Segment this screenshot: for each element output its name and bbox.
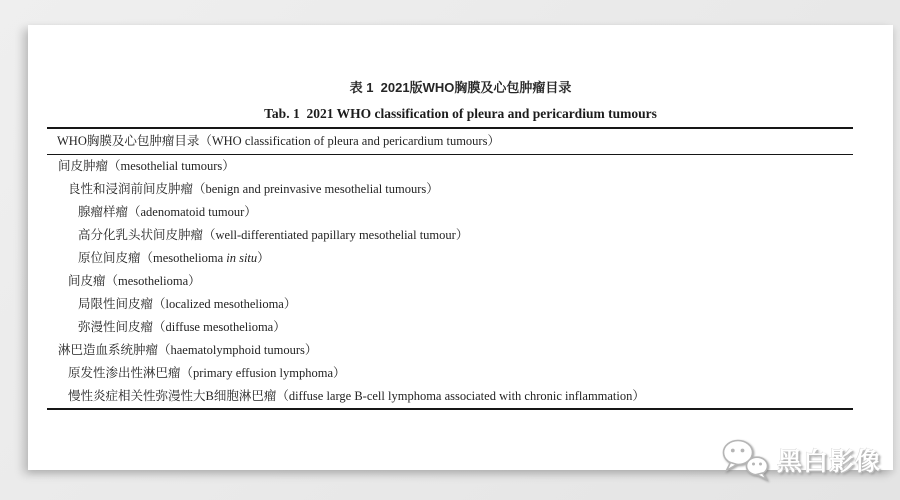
classification-table bbox=[47, 127, 853, 410]
table-row: 间皮瘤（mesothelioma） bbox=[68, 274, 201, 288]
table-row: 弥漫性间皮瘤（diffuse mesothelioma） bbox=[78, 320, 286, 334]
table-row: 间皮肿瘤（mesothelial tumours） bbox=[58, 159, 235, 173]
table-row: 局限性间皮瘤（localized mesothelioma） bbox=[78, 297, 297, 311]
table-caption-zh: 表 1 2021版WHO胸膜及心包肿瘤目录 bbox=[349, 80, 572, 95]
wechat-icon bbox=[720, 437, 772, 483]
table-row: 原发性渗出性淋巴瘤（primary effusion lymphoma） bbox=[68, 366, 346, 380]
table-body bbox=[47, 155, 853, 408]
table-row: 高分化乳头状间皮肿瘤（well-differentiated papillary mesothelial tumour） bbox=[78, 228, 469, 242]
table-header-row: WHO胸膜及心包肿瘤目录（WHO classification of pleura and pericardium tumours） bbox=[47, 129, 853, 155]
table-caption-en: Tab. 1 2021 WHO classification of pleura and pericardium tumours bbox=[264, 106, 657, 121]
table-row: 慢性炎症相关性弥漫性大B细胞淋巴瘤（diffuse large B-cell lymphoma associated with chronic inflammation） bbox=[68, 389, 645, 403]
watermark bbox=[720, 436, 881, 484]
table-row: 腺瘤样瘤（adenomatoid tumour） bbox=[78, 205, 257, 219]
document-page bbox=[28, 25, 893, 470]
table-row: 原位间皮瘤（mesothelioma in situ） bbox=[78, 251, 270, 265]
table-row: 良性和浸润前间皮肿瘤（benign and preinvasive mesothelial tumours） bbox=[68, 182, 439, 196]
watermark-text: 黑白影像 bbox=[777, 448, 882, 476]
table-row: 淋巴造血系统肿瘤（haematolymphoid tumours） bbox=[58, 343, 318, 357]
